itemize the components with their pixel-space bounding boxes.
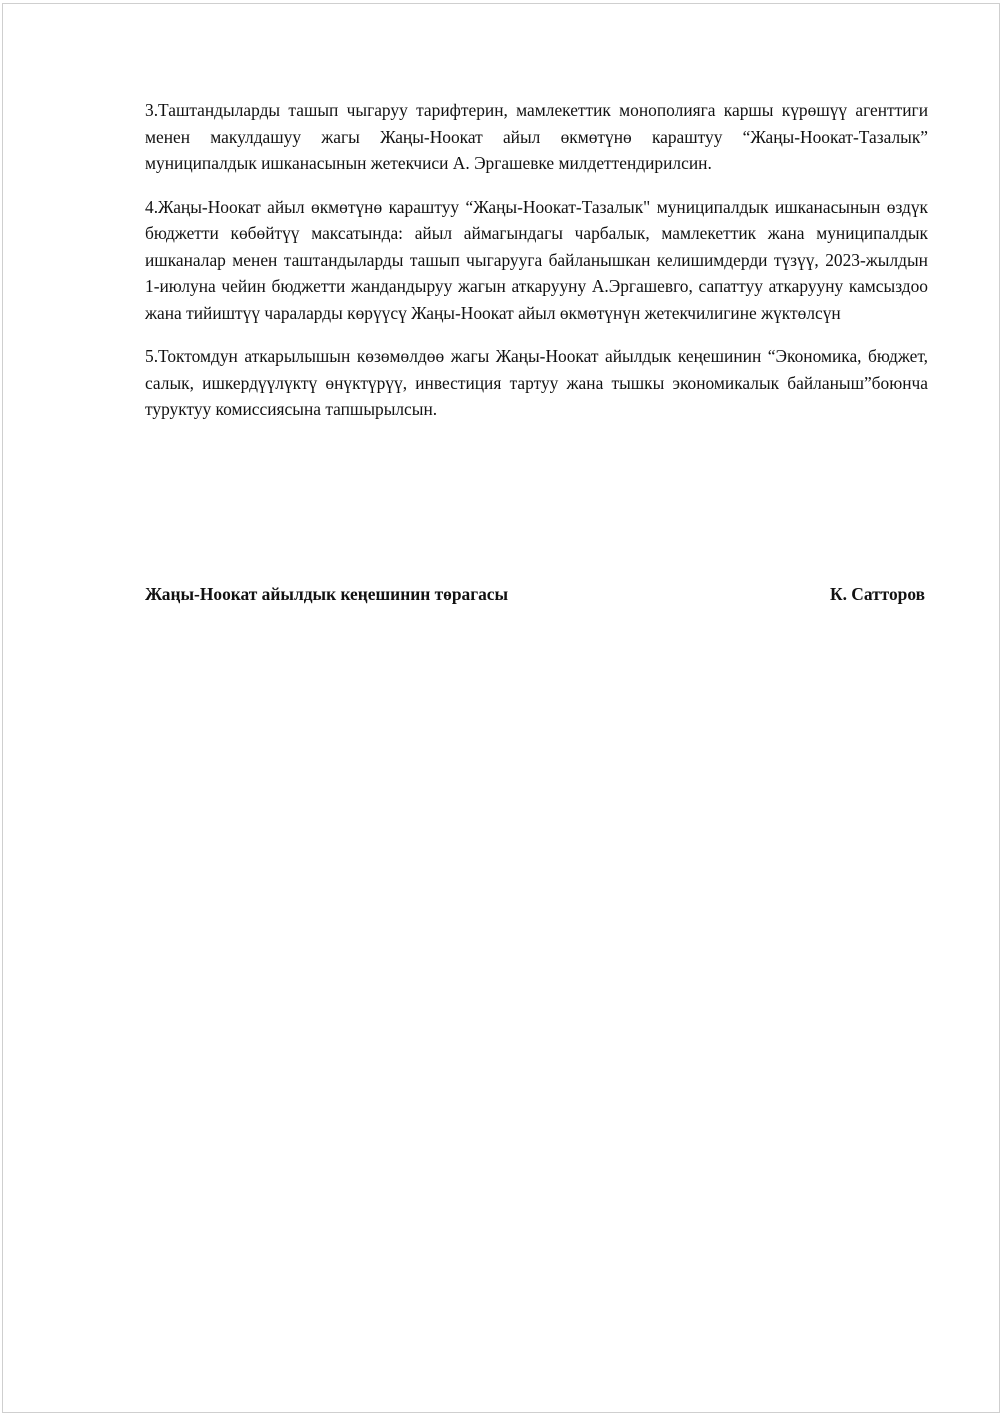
document-body	[145, 97, 928, 440]
paragraph-3: 3.Таштандыларды ташып чыгаруу тарифтерин, мамлекеттик монополияга каршы күрөшүү агенттиги менен макулдашуу жагы Жаңы-Ноокат айыл өкмөтүнө караштуу “Жаңы-Ноокат-Тазалык” муниципалдык ишканасынын жетекчиси А. Эргашевке милдеттендирилсин.	[145, 100, 928, 173]
paragraph-5: 5.Токтомдун аткарылышын көзөмөлдөө жагы Жаңы-Ноокат айылдык кеңешинин “Экономика, бюджет, салык, ишкердүүлүктү өнүктүрүү, инвестиция тартуу жана тышкы экономикалык байланыш”боюнча туруктуу комиссиясына тапшырылсын.	[145, 346, 928, 419]
signature-name: К. Сатторов	[830, 584, 925, 604]
signature-block	[145, 582, 925, 606]
paragraph-4: 4.Жаңы-Ноокат айыл өкмөтүнө караштуу “Жаңы-Ноокат-Тазалык" муниципалдык ишканасынын өздүк бюджетти көбөйтүү максатында: айыл аймагындагы чарбалык, мамлекеттик жана муниципалдык ишканалар менен таштандыларды ташып чыгарууга байланышкан келишимдерди түзүү, 2023-жылдын 1-июлуна чейин бюджетти жандандыруу жагын аткарууну А.Эргашевго, сапаттуу аткарууну камсыздоо жана тийиштүү чараларды көрүүсү Жаңы-Ноокат айыл өкмөтүнүн жетекчилигине жүктөлсүн	[145, 196, 928, 323]
signature-title: Жаңы-Ноокат айылдык кеңешинин төрагасы	[145, 584, 509, 604]
